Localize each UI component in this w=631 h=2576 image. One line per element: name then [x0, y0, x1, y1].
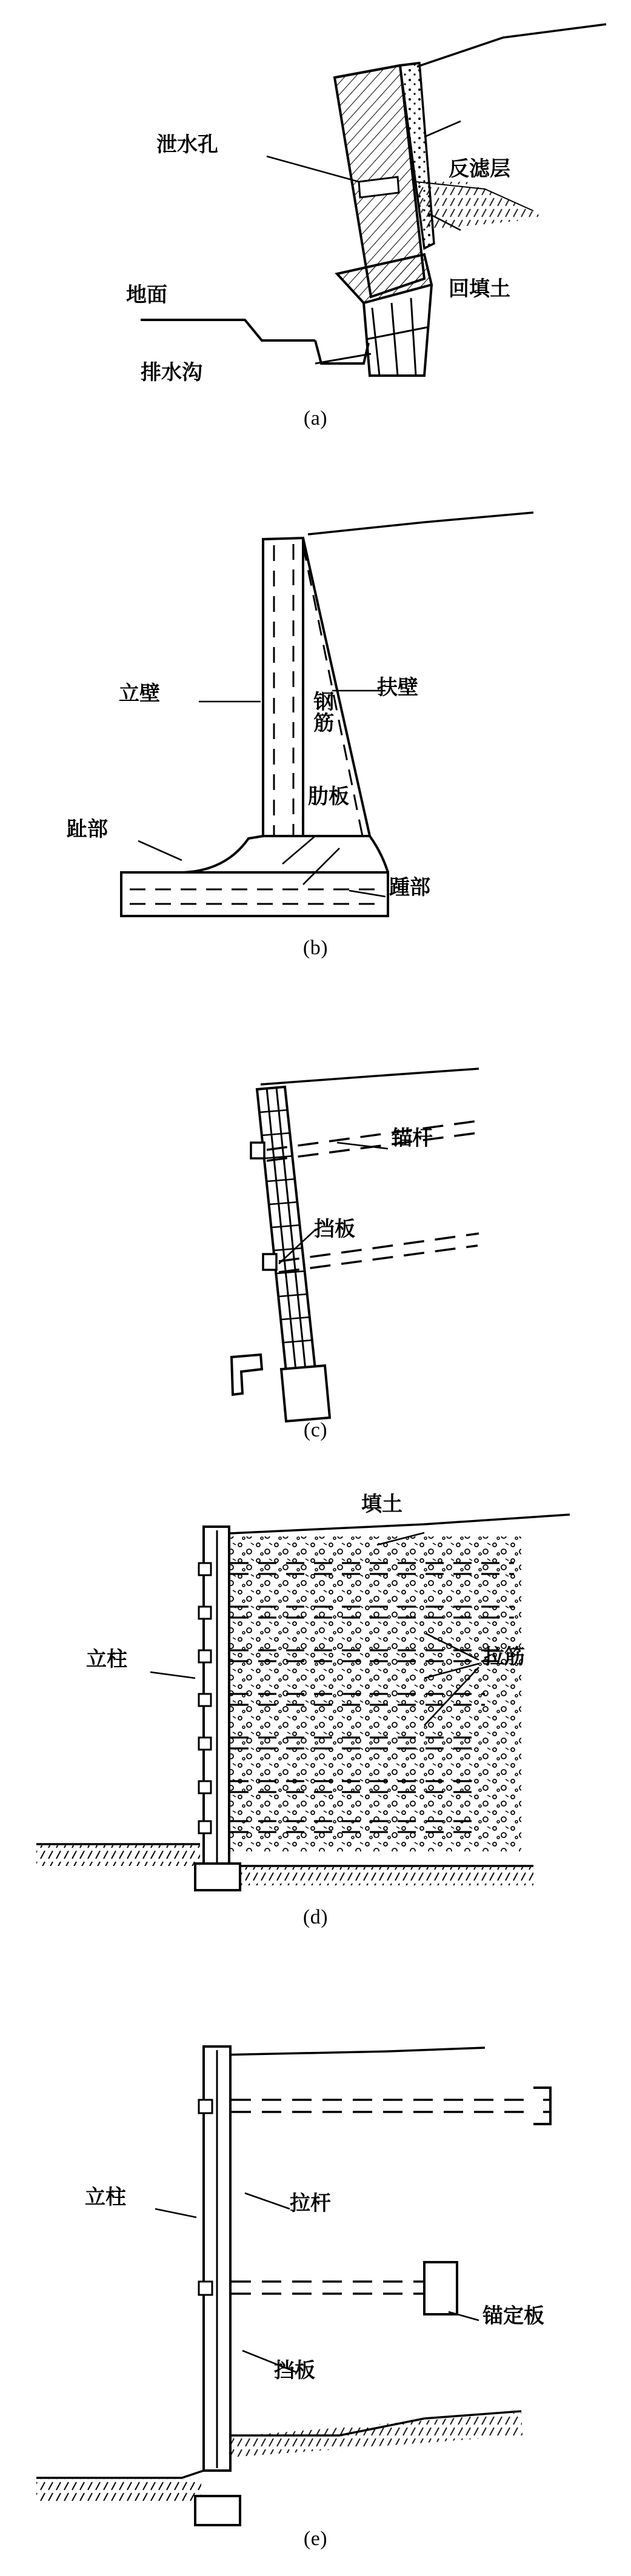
label-column: 立柱: [85, 2185, 126, 2209]
label-counterfort: 扶壁: [377, 676, 418, 700]
label-panel: 挡板: [274, 2359, 315, 2383]
figure-e-drawing: [0, 2011, 631, 2576]
figure-b-caption: (b): [302, 937, 329, 959]
label-anchor-plate: 锚定板: [482, 2304, 544, 2328]
figure-e-anchored-plate-retaining-wall: [0, 2011, 631, 2576]
label-drainage-ditch: 排水沟: [141, 360, 202, 385]
figure-a-caption: (a): [303, 407, 328, 430]
label-column: 立柱: [86, 1647, 127, 1671]
label-backfill: 回填土: [449, 277, 510, 301]
figure-a-gravity-retaining-wall: [0, 0, 631, 473]
label-ground-surface: 地面: [126, 283, 167, 307]
label-panel: 挡板: [314, 1217, 355, 1241]
label-steel-bar: 钢筋: [309, 691, 334, 733]
figure-c-drawing: [0, 1054, 631, 1478]
figure-b-counterfort-retaining-wall: [0, 509, 631, 1024]
figure-e-caption: (e): [303, 2528, 328, 2550]
label-filter-layer: 反滤层: [449, 157, 510, 181]
figure-c-anchored-retaining-wall: [0, 1054, 631, 1478]
label-fill: 填土: [361, 1492, 402, 1516]
label-stem: 立壁: [119, 682, 160, 706]
figure-c-caption: (c): [303, 1419, 328, 1441]
label-tie-rod: 拉杆: [290, 2191, 331, 2216]
figure-d-reinforced-earth-retaining-wall: [0, 1478, 631, 2011]
figure-a-drawing: [0, 0, 631, 473]
figure-d-drawing: [0, 1478, 631, 2011]
label-tie-bar: 拉筋: [484, 1645, 525, 1669]
label-anchor-rod: 锚杆: [392, 1126, 433, 1150]
label-weep-hole: 泄水孔: [156, 133, 218, 157]
figure-d-caption: (d): [302, 1906, 329, 1928]
label-rib-plate: 肋板: [308, 785, 349, 809]
label-toe: 趾部: [67, 817, 108, 842]
label-heel: 踵部: [389, 875, 430, 900]
